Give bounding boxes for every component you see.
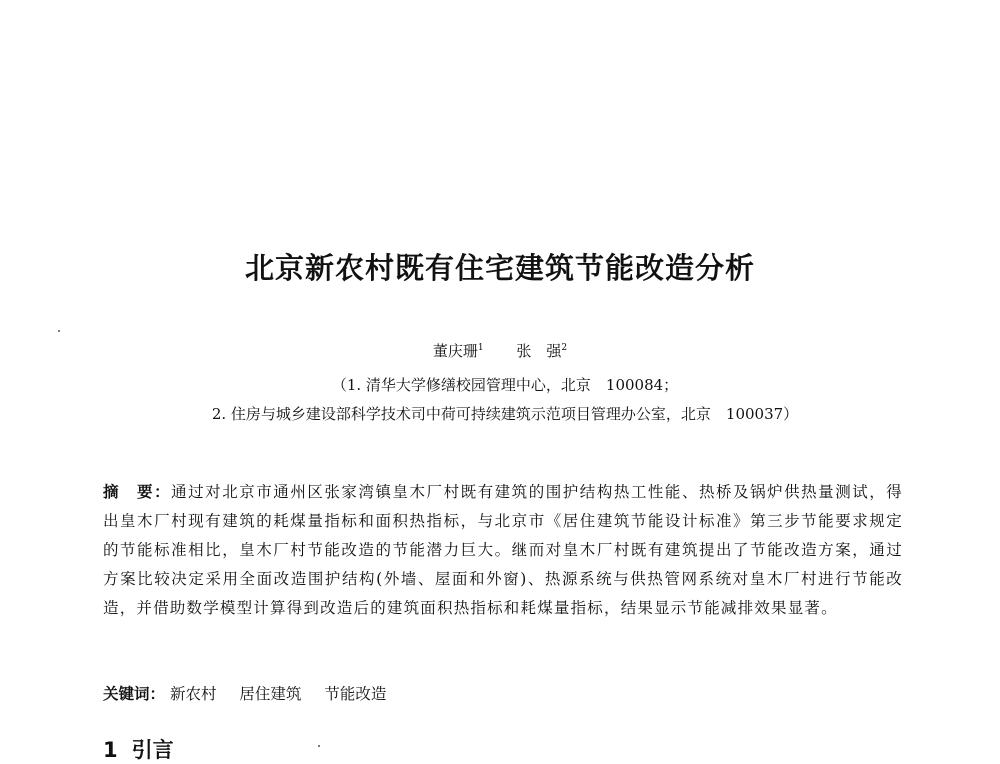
keywords-label: 关键词： <box>103 685 166 703</box>
scan-speck <box>58 330 60 332</box>
keyword: 居住建筑 <box>239 685 302 703</box>
affiliation-2: 2. 住房与城乡建设部科学技术司中荷可持续建筑示范项目管理办公室，北京 100037） <box>211 405 799 423</box>
abstract-text: 通过对北京市通州区张家湾镇皇木厂村既有建筑的围护结构热工性能、热桥及锅炉供热量测试，得出皇木厂村现有建筑的耗煤量指标和面积热指标，与北京市《居住建筑节能设计标准》第三步节能要求规定的节能标准相比，皇木厂村节能改造的节能潜力巨大。继而对皇木厂村既有建筑提出了节能改造方案，通过方案比较决定采用全面改造围护结构(外墙、屋面和外窗)、热源系统与供热管网系统对皇木厂村进行节能改造，并借助数学模型计算得到改造后的建筑面积热指标和耗煤量指标，结果显示节能减排效果显著。 <box>103 483 903 617</box>
section-number: 1 <box>103 738 118 762</box>
keyword: 新农村 <box>169 685 217 703</box>
abstract-label: 摘 要： <box>103 483 172 501</box>
keyword: 节能改造 <box>324 685 387 703</box>
author-1-name: 董庆珊 <box>432 342 478 360</box>
author-1 <box>433 342 484 360</box>
keywords <box>103 682 404 704</box>
author-2-affil-mark: 2 <box>561 343 568 353</box>
author-2 <box>516 342 567 360</box>
author-1-affil-mark: 1 <box>477 343 484 353</box>
page-title: 北京新农村既有住宅建筑节能改造分析 <box>244 251 755 285</box>
abstract <box>103 478 903 623</box>
scan-speck <box>318 745 320 747</box>
section-title: 引言 <box>131 738 174 762</box>
affiliation-1: （1. 清华大学修缮校园管理中心，北京 100084； <box>331 376 679 394</box>
author-2-name: 张 强 <box>516 342 562 360</box>
author-line <box>0 340 1000 361</box>
